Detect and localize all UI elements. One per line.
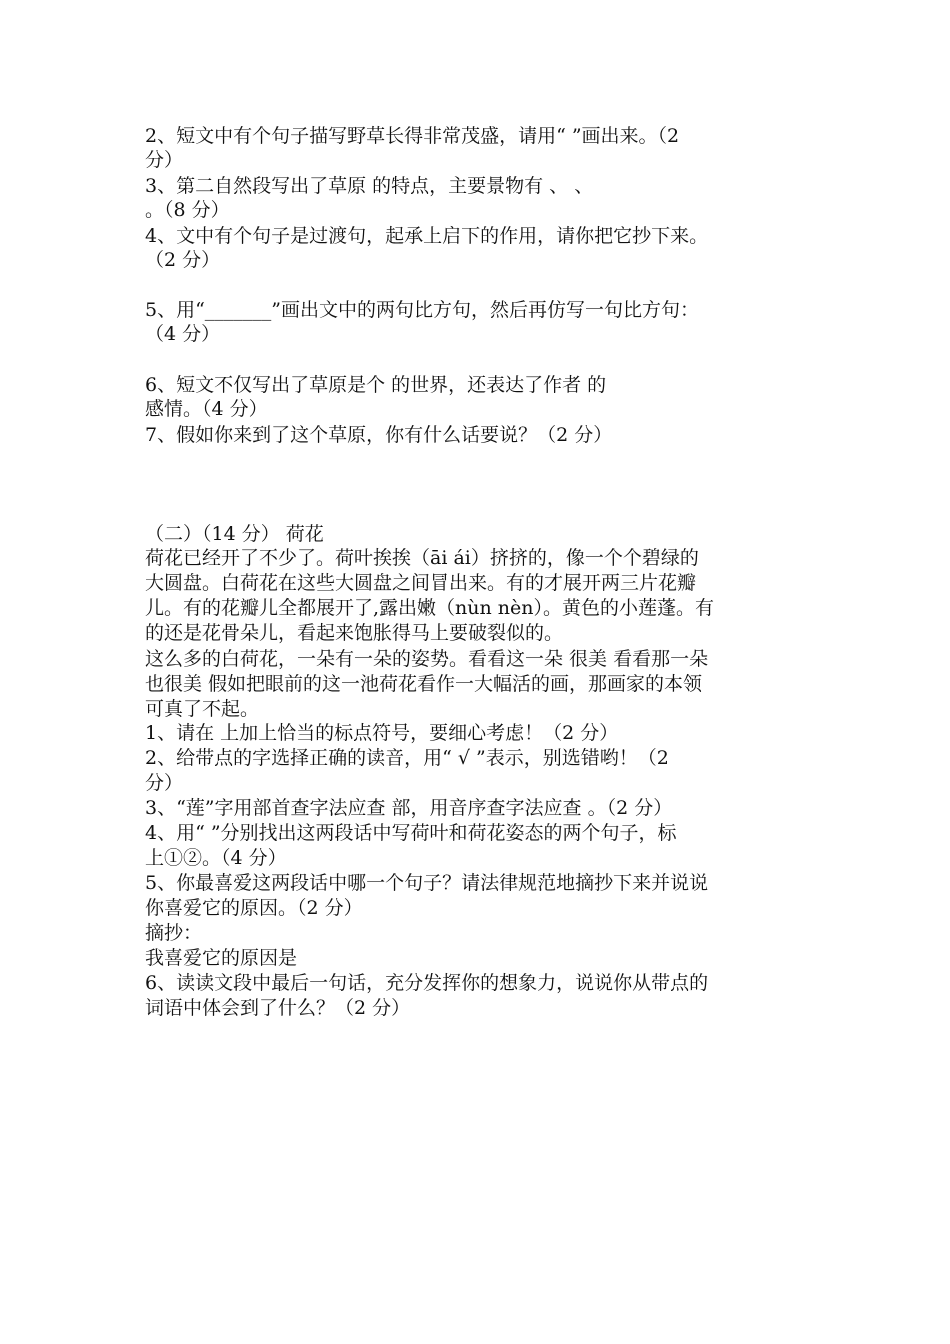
- question-6-line-2: 感情。（4 分）: [145, 398, 268, 420]
- question-2-line-1: 2、短文中有个句子描写野草长得非常茂盛，请用“ ”画出来。（2: [145, 125, 680, 147]
- question-4-line-2: （2 分）: [145, 249, 221, 271]
- question-line: 分）: [145, 772, 184, 794]
- question-line: 2、给带点的字选择正确的读音，用“ √ ”表示，别选错哟！（2: [145, 747, 669, 769]
- question-line: 词语中体会到了什么？（2 分）: [145, 997, 411, 1019]
- question-7-line-1: 7、假如你来到了这个草原，你有什么话要说？（2 分）: [145, 424, 613, 446]
- passage-line: 儿。有的花瓣儿全都展开了,露出嫩（nùn nèn）。黄色的小莲蓬。有: [145, 597, 715, 619]
- question-line: 6、读读文段中最后一句话，充分发挥你的想象力，说说你从带点的: [145, 972, 709, 994]
- passage-line: 的还是花骨朵儿，看起来饱胀得马上要破裂似的。: [145, 622, 564, 644]
- question-line: 3、“莲”字用部首查字法应查 部，用音序查字法应查 。（2 分）: [145, 797, 673, 819]
- passage-line: 可真了不起。: [145, 698, 260, 720]
- question-line: 4、用“ ”分别找出这两段话中写荷叶和荷花姿态的两个句子，标: [145, 822, 677, 844]
- section-heading: （二）（14 分） 荷花: [145, 523, 324, 545]
- question-5-line-1: 5、用“_______”画出文中的两句比方句，然后再仿写一句比方句：: [145, 299, 700, 321]
- question-5-line-2: （4 分）: [145, 323, 221, 345]
- passage-line: 这么多的白荷花，一朵有一朵的姿势。看看这一朵 很美 看看那一朵: [145, 648, 709, 670]
- passage-line: 也很美 假如把眼前的这一池荷花看作一大幅活的画，那画家的本领: [145, 673, 703, 695]
- question-line: 上①②。（4 分）: [145, 847, 287, 869]
- question-line: 1、请在 上加上恰当的标点符号，要细心考虑！（2 分）: [145, 722, 619, 744]
- question-3-line-2: 。（8 分）: [145, 199, 230, 221]
- question-3-line-1: 3、第二自然段写出了草原 的特点，主要景物有 、 、: [145, 175, 594, 197]
- passage-line: 大圆盘。白荷花在这些大圆盘之间冒出来。有的才展开两三片花瓣: [145, 572, 697, 594]
- question-2-line-2: 分）: [145, 149, 184, 171]
- question-6-line-1: 6、短文不仅写出了草原是个 的世界，还表达了作者 的: [145, 374, 607, 396]
- question-line: 我喜爱它的原因是: [145, 947, 298, 969]
- passage-line: 荷花已经开了不少了。荷叶挨挨（āi ái）挤挤的，像一个个碧绿的: [145, 547, 699, 569]
- question-line: 5、你最喜爱这两段话中哪一个句子？请法律规范地摘抄下来并说说: [145, 872, 709, 894]
- question-4-line-1: 4、文中有个句子是过渡句，起承上启下的作用，请你把它抄下来。: [145, 225, 709, 247]
- question-line: 摘抄：: [145, 922, 203, 944]
- question-line: 你喜爱它的原因。（2 分）: [145, 897, 363, 919]
